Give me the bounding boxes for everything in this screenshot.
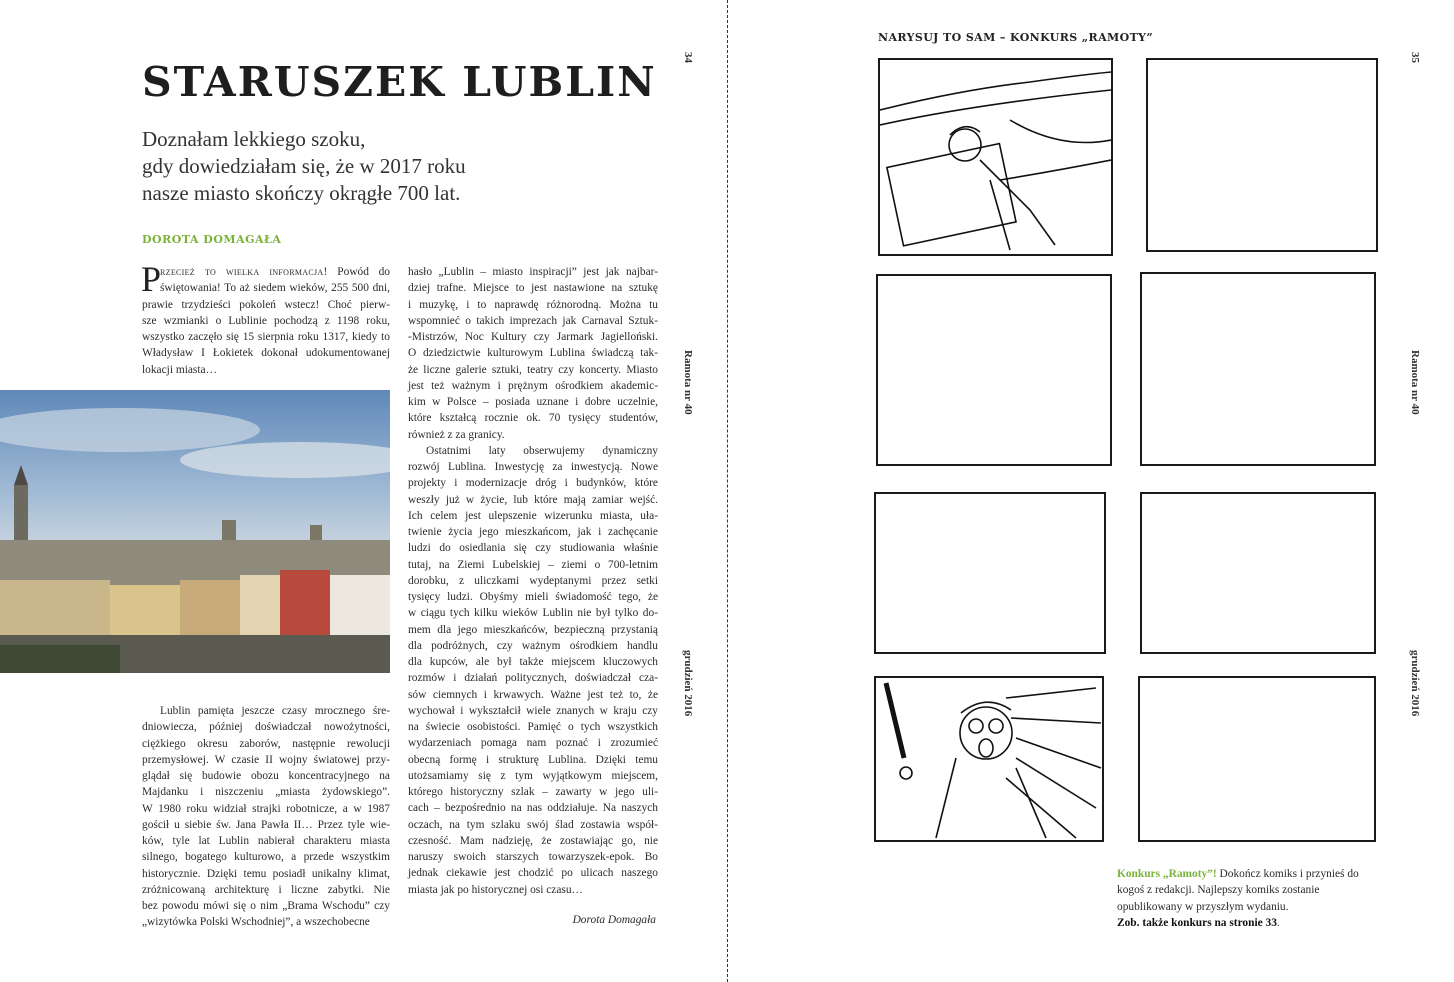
text-line: ludzi do osiedlania się czy studiowania właśnie <box>408 542 658 555</box>
text-line: lokacji miasta… <box>142 363 217 376</box>
text-line: wychował i wykształcił wiele znanych w kraju czy <box>408 704 658 717</box>
text-line: mem dla jego mieszkańców, bezpieczną przystanią <box>408 623 658 636</box>
text-line: sów ciemnych i krwawych. Ważne jest też to, że <box>408 688 658 701</box>
comic-panel-4[interactable] <box>1140 272 1376 466</box>
lead-line: gdy dowiedziałam się, że w 2017 roku <box>142 154 466 178</box>
text-line: W 1980 roku widział strajki robotnicze, a w 1987 <box>142 802 390 815</box>
text-line: dniowiecza, później doświadczał nowożytności, <box>142 721 390 734</box>
text-line: „wizytówka Polski Wschodniej”, a wszechobecne <box>142 916 370 929</box>
text-line: Ich celem jest ulepszenie wizerunku miasta, uła- <box>408 509 658 522</box>
text-line: świętowania! To aż siedem wieków, 255 500 dni, <box>160 282 390 295</box>
text-line: czesność. Mam nadzieję, że zostawiając go, nie <box>408 834 658 847</box>
article-lead <box>142 126 466 207</box>
text-line: gościł u siebie św. Jana Pawła II… Przez tyle wie- <box>142 818 390 831</box>
surprised-man-drawing <box>876 678 1102 840</box>
comic-panel-7 <box>874 676 1104 842</box>
text-line: i muzykę, i to naprawdę różnorodną. Można tu <box>408 298 658 311</box>
text-line: historycznie. Dzięki temu posiadł unikalny klimat, <box>142 867 390 880</box>
magazine-issue-right: Ramota nr 40 <box>1409 350 1421 415</box>
text-line: Majdanku i niszczeniu „miasta żydowskiego”. <box>142 786 390 799</box>
intro-rest: Powód do <box>327 266 391 278</box>
comic-panel-3[interactable] <box>876 274 1112 466</box>
text-line: w ciągu tych kilku wieków Lublin nie był tylko do- <box>408 607 658 620</box>
text-line: Lublin pamięta jeszcze czasy mrocznego śre- <box>160 705 390 717</box>
page-fold-divider <box>727 0 728 982</box>
text-line: zróżnicowaną architekturę i liczne zabytki. Nie <box>142 883 390 896</box>
text-line: rozmów i działań politycznych, doświadczał cza- <box>408 672 658 685</box>
contest-promo-highlight: Konkurs „Ramoty”! <box>1117 868 1217 880</box>
text-line: obecną formę i strukturę Lublina. Dzięki temu <box>408 753 658 766</box>
text-line: wydarzeniach pomaga nam poznać i zrozumieć <box>408 737 658 750</box>
text-line: ków, tyle lat Lublin nabierał charakteru miasta <box>142 835 390 847</box>
text-line: bez powodu mówi się o nim „Brama Wschodu” czy <box>142 900 390 912</box>
text-line: utożsamiamy się z tym wyjątkowym miejscem, <box>408 769 658 782</box>
text-line: tysięcy ludzi. Obyśmy mieli świadomość tego, że <box>408 591 658 603</box>
text-line <box>142 264 390 280</box>
signature: Dorota Domagała <box>572 914 656 926</box>
text-line: wspomnieć o takich imprezach jak Carnaval Sztuk- <box>408 314 658 327</box>
text-line: oczach, na tym szlaku swój ślad zostawia współ- <box>408 818 658 831</box>
text-line: Ostatnimi laty obserwujemy dynamiczny <box>426 444 658 457</box>
text-line: hasło „Lublin – miasto inspiracji” jest jak najbar- <box>408 266 658 278</box>
text-line: jednak ciekawie jest chodzić po ulicach naszego <box>408 867 658 880</box>
text-line: którego historyczny szlak – zawarty w jego uli- <box>408 786 658 798</box>
text-line: prawie trzydzieści pokoleń wstecz! Choć pierw- <box>142 298 390 311</box>
text-line: dorobku, z uliczkami wydeptanymi przez setki <box>408 574 658 587</box>
comic-panel-6[interactable] <box>1140 492 1376 654</box>
lead-line: nasze miasto skończy okrągłe 700 lat. <box>142 181 461 205</box>
lead-line: Doznałam lekkiego szoku, <box>142 127 366 151</box>
magazine-issue: Ramota nr 40 <box>682 350 694 415</box>
text-line: cach – bezpośrednio na nas oddziałuje. Na naszych <box>408 802 658 815</box>
text-line: przemysłowej. W czasie II wojny światowej przy- <box>142 753 390 766</box>
text-line: tutaj, na Ziemi Lubelskiej – ziemi o 700-letnim <box>408 558 658 571</box>
text-line: jest też ważnym i prężnym ośrodkiem akademic- <box>408 379 658 392</box>
text-line: które kształcą rocznie ok. 70 tysięcy studentów, <box>408 412 658 425</box>
text-line: -Mistrzów, Noc Kultury czy Jarmark Jagielloński. <box>408 331 658 343</box>
comic-panel-2[interactable] <box>1146 58 1378 252</box>
issue-date-right: grudzień 2016 <box>1409 650 1421 717</box>
text-line: kim w Polsce – posiada uznane i dobre uczelnie, <box>408 396 658 408</box>
text-line: na świecie osobistości. Pamięć o tych wszystkich <box>408 721 658 733</box>
text-line: Władysław I Łokietek dokonał udokumentowanej <box>142 347 390 360</box>
page-number-right: 35 <box>1409 52 1421 63</box>
column-1-bottom <box>142 703 390 931</box>
text-line: silnego, bogatego kulturowo, a przede wszystkim <box>142 851 390 864</box>
contest-promo <box>1117 866 1382 931</box>
text-line: miasta jak po historycznej osi czasu… <box>408 883 583 896</box>
column-2 <box>408 264 658 898</box>
contest-promo-end: . <box>1276 916 1280 929</box>
issue-date: grudzień 2016 <box>682 650 694 717</box>
text-line: projekty i modernizacje dróg i budynków, które <box>408 477 658 490</box>
text-line: dla kupców, ale był także miejscem kluczowych <box>408 656 658 668</box>
text-line: O dziedzictwie kulturowym Lublina świadczą tak- <box>408 347 658 360</box>
contest-header: NARYSUJ TO SAM – KONKURS „RAMOTY” <box>878 31 1154 44</box>
man-with-briefcase-drawing <box>880 60 1111 254</box>
text-line: glądał się budowie obozu koncentracyjnego na <box>142 770 390 782</box>
text-line: również z za granicy. <box>408 428 505 441</box>
contest-promo-text: Dokończ komiks i przynieś do kogoś z redakcji. Najlepszy komiks zostanie opublikowany w przyszłym wydaniu. <box>1117 868 1359 913</box>
text-line: weszły już w życie, lub które mają zamiar wejść. <box>408 493 658 506</box>
text-line: twienie życia jego mieszkańcom, jak i zachęcanie <box>408 526 658 538</box>
lublin-old-town-photo <box>0 390 390 673</box>
article-author: DOROTA DOMAGAŁA <box>142 233 282 246</box>
contest-promo-reference: Zob. także konkurs na stronie 33 <box>1117 916 1277 929</box>
text-line: sze wzmianki o Lublinie pochodzą z 1198 roku, <box>142 314 390 327</box>
text-line: naruszy swoich starszych towarzyszek-epok. Bo <box>408 851 658 863</box>
text-line: wszystko zaczęło się 15 sierpnia roku 1317, kiedy to <box>142 331 390 343</box>
comic-panel-5[interactable] <box>874 492 1106 654</box>
text-line: ciężkiego okresu zaborów, następnie rewolucji <box>142 737 390 750</box>
column-1-top <box>141 259 391 378</box>
comic-panel-8[interactable] <box>1138 676 1376 842</box>
text-line: dziej trafne. Miejsce to jest nastawione na sztukę <box>408 282 658 295</box>
comic-panel-1 <box>878 58 1113 256</box>
intro-smallcaps: rzecież to wielka informacja! <box>160 266 328 278</box>
article-title: STARUSZEK LUBLIN <box>142 58 657 106</box>
text-line: dla podróżnych, czy ważnym ośrodkiem handlu <box>408 639 658 652</box>
drop-cap: P <box>141 259 162 299</box>
page-number: 34 <box>682 52 694 63</box>
text-line: rozwój Lublina. Inwestycję za inwestycją. Nowe <box>408 461 658 473</box>
text-line: że liczne galerie sztuki, teatry czy koncerty. Miasto <box>408 363 658 376</box>
